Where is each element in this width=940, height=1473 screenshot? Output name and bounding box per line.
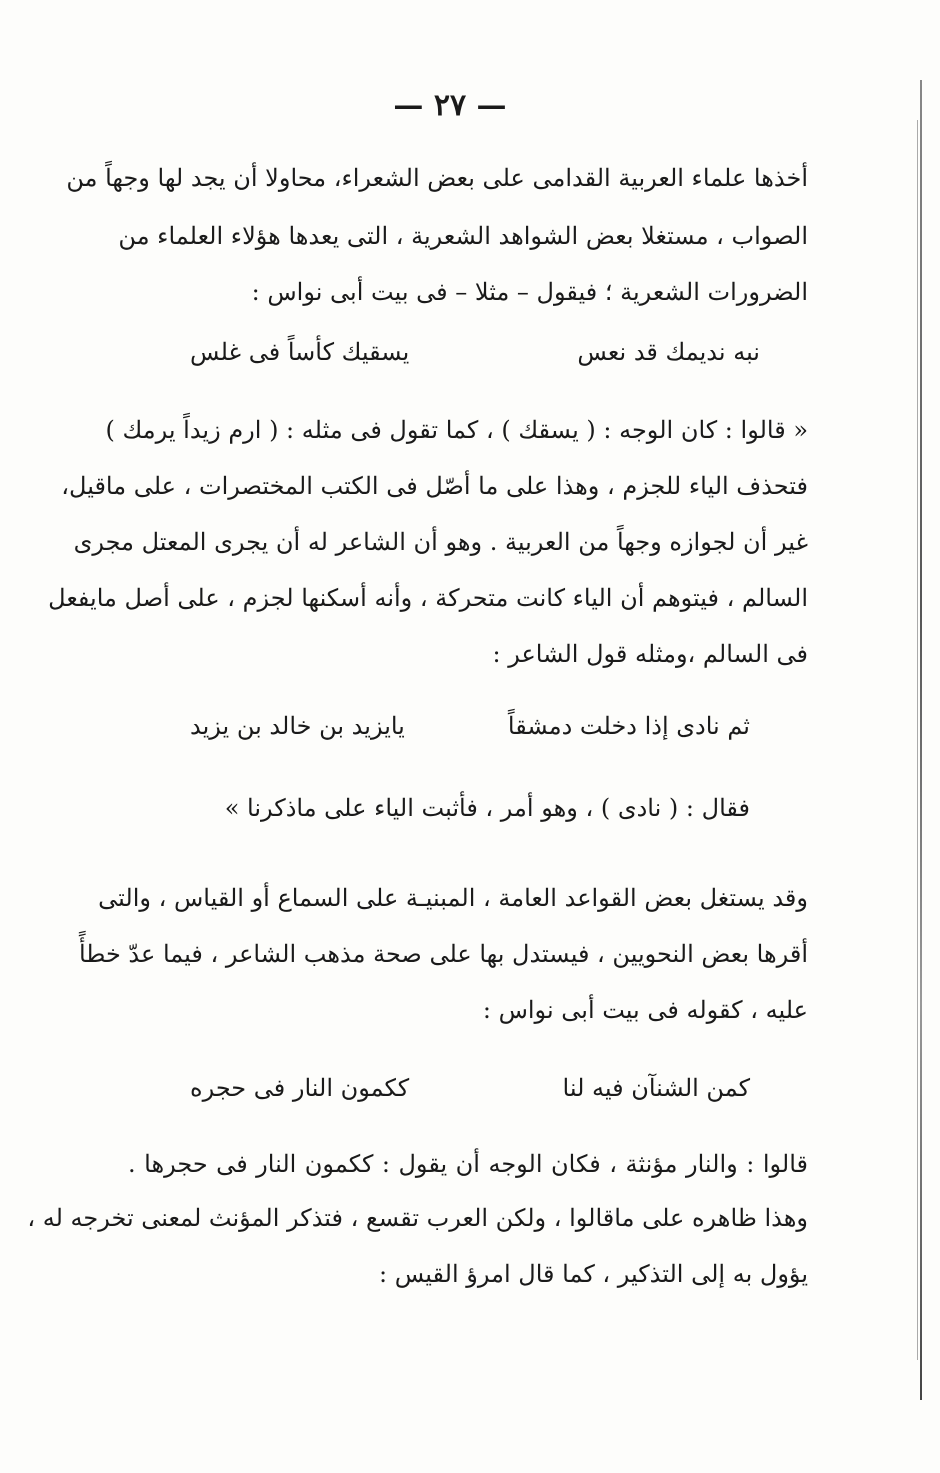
binding-edge-line-inner [917,120,918,1360]
verse-first-hemistich: نبه نديمك قد نعس [577,338,760,366]
verse-second-hemistich: ككمون النار فى حجره [190,1074,410,1102]
verse-second-hemistich: يايزيد بن خالد بن يزيد [190,712,405,740]
poetry-verse [190,708,750,744]
poetry-verse [190,334,760,370]
text-line: فقال : ( نادى ) ، وهو أمر ، فأثبت الياء على ماذكرنا » [224,794,750,822]
text-line: الصواب ، مستغلا بعض الشواهد الشعرية ، التى يعدها هؤلاء العلماء من [118,222,808,250]
text-line: السالم ، فيتوهم أن الياء كانت متحركة ، وأنه أسكنها لجزم ، على أصل مايفعل [48,584,808,612]
verse-first-hemistich: ثم نادى إذا دخلت دمشقاً [507,712,750,740]
text-line: وقد يستغل بعض القواعد العامة ، المبنيـة على السماع أو القياس ، والتى [98,884,808,912]
text-line: أقرها بعض النحويين ، فيستدل بها على صحة مذهب الشاعر ، فيما عدّ خطأً [78,940,808,968]
text-line: فتحذف الياء للجزم ، وهذا على ما أصّل فى الكتب المختصرات ، على ماقيل، [61,472,808,500]
text-line: عليه ، كقوله فى بيت أبى نواس : [482,996,808,1024]
text-line: يؤول به إلى التذكير ، كما قال امرؤ القيس : [378,1260,808,1288]
text-line: غير أن لجوازه وجهاً من العربية . وهو أن الشاعر له أن يجرى المعتل مجرى [73,528,808,556]
text-line: فى السالم ،ومثله قول الشاعر : [492,640,808,668]
verse-second-hemistich: يسقيك كأساً فى غلس [190,338,410,366]
text-line: « قالوا : كان الوجه : ( يسقك ) ، كما تقول فى مثله : ( ارم زيداً يرمك ) [105,416,808,444]
verse-first-hemistich: كمن الشنآن فيه لنا [562,1074,750,1102]
text-line: قالوا : والنار مؤنثة ، فكان الوجه أن يقول : ككمون النار فى حجرها . [128,1150,808,1178]
poetry-verse [190,1070,750,1106]
page-number: — ٢٧ — [393,88,507,123]
binding-edge-line [920,80,922,1400]
text-line: الضرورات الشعرية ؛ فيقول – مثلا – فى بيت أبى نواس : [251,278,808,306]
text-line: أخذها علماء العربية القدامى على بعض الشعراء، محاولا أن يجد لها وجهاً من [66,164,808,192]
text-line: وهذا ظاهره على ماقالوا ، ولكن العرب تقسع ، فتذكر المؤنث لمعنى تخرجه له ، [27,1204,808,1232]
